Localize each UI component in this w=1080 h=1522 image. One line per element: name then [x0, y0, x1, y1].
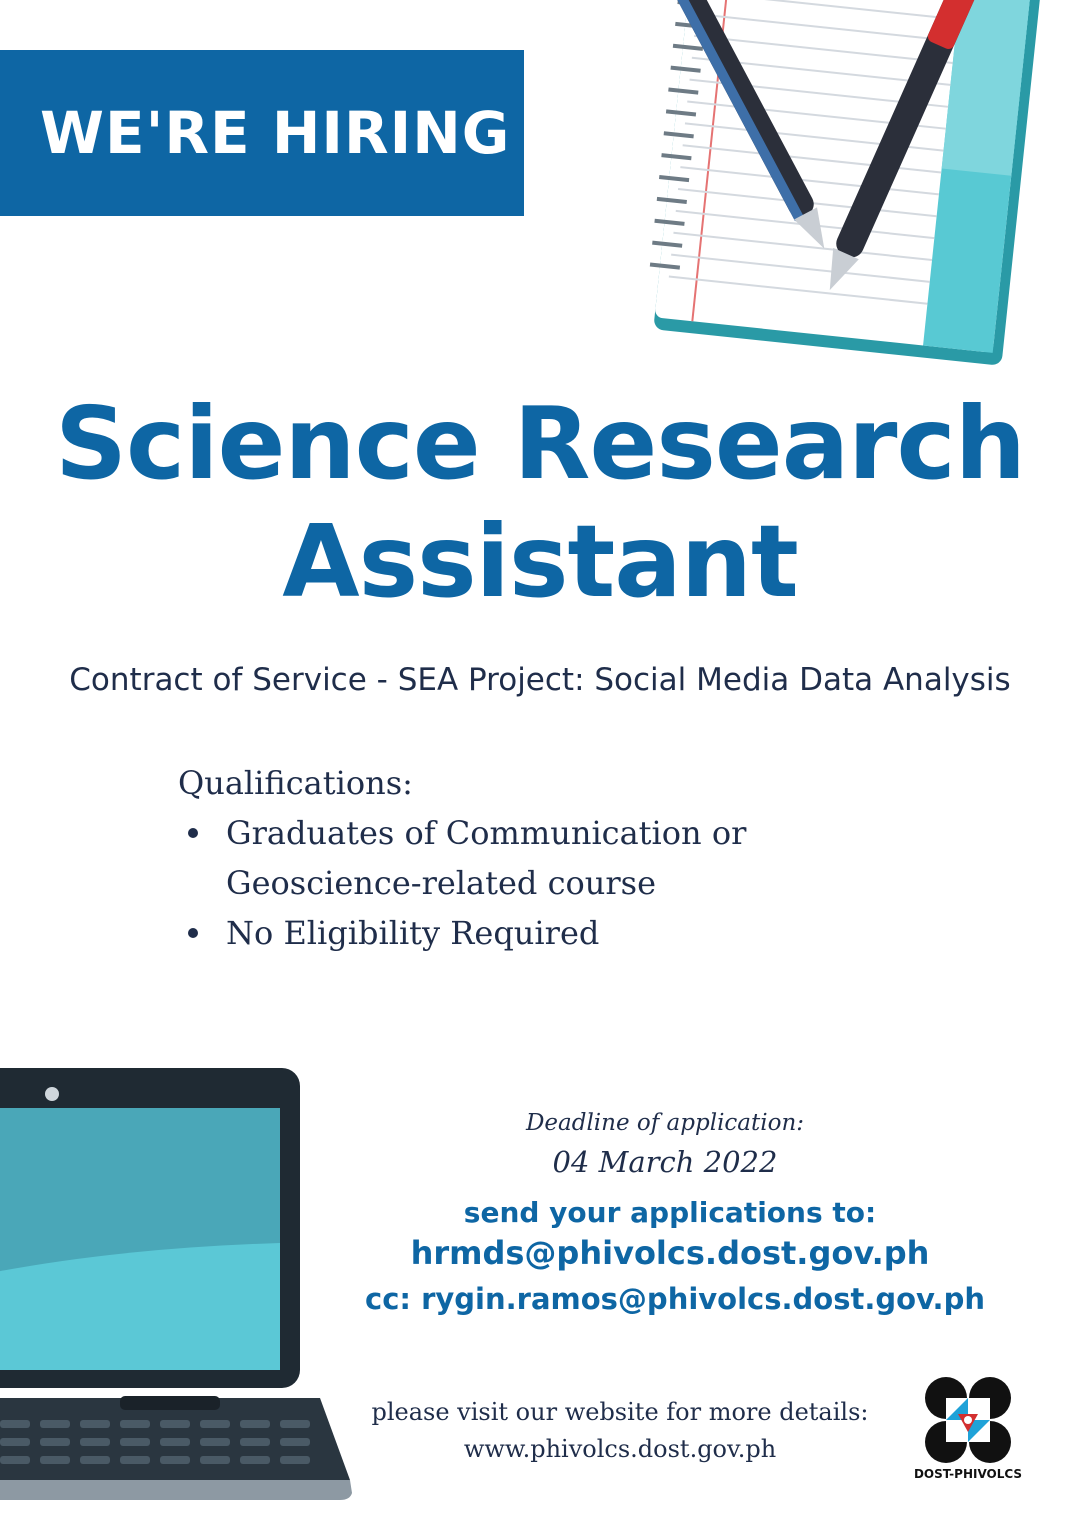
- cc-email[interactable]: cc: rygin.ramos@phivolcs.dost.gov.ph: [365, 1282, 985, 1316]
- contract-description: Contract of Service - SEA Project: Social Media Data Analysis: [69, 662, 1011, 698]
- qualification-item: [178, 908, 878, 958]
- qualification-text: Geoscience-related course: [226, 864, 657, 902]
- job-title: [0, 385, 1080, 621]
- hiring-banner-label: WE'RE HIRING: [40, 99, 511, 167]
- visit-website-label: please visit our website for more details:: [371, 1398, 869, 1426]
- job-title-line2: Assistant: [282, 503, 798, 620]
- qualification-item: [178, 808, 878, 908]
- dost-phivolcs-logo-icon: [922, 1374, 1014, 1466]
- logo-text: DOST-PHIVOLCS: [913, 1467, 1023, 1481]
- deadline-label: Deadline of application:: [525, 1110, 805, 1136]
- application-email[interactable]: hrmds@phivolcs.dost.gov.ph: [410, 1234, 930, 1272]
- send-applications-label: send your applications to:: [463, 1196, 877, 1229]
- qualifications-section: [178, 758, 878, 958]
- notebook-with-pens-icon: [640, 0, 1080, 370]
- qualification-text: No Eligibility Required: [226, 914, 600, 952]
- laptop-icon: [0, 1068, 360, 1508]
- qualification-text: Graduates of Communication or: [226, 814, 747, 852]
- hiring-banner: [0, 50, 524, 216]
- website-link[interactable]: www.phivolcs.dost.gov.ph: [463, 1435, 777, 1463]
- qualifications-heading: Qualifications:: [178, 764, 413, 802]
- job-title-line1: Science Research: [55, 385, 1025, 502]
- qualifications-list: [178, 808, 878, 958]
- deadline-date: 04 March 2022: [552, 1145, 778, 1179]
